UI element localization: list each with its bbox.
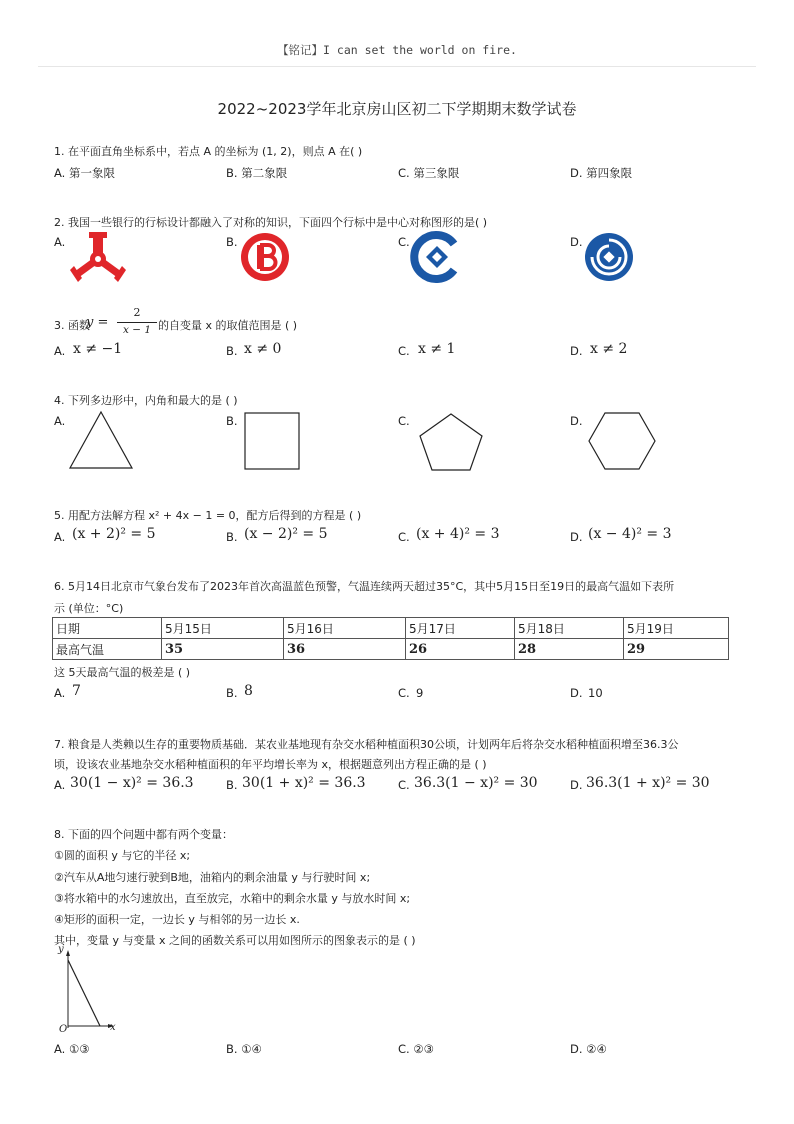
table-cell: 29 [624,639,729,660]
q2-stem: 2. 我国一些银行的行标设计都融入了对称的知识，下面四个行标中是中心对称图形的是( ) [54,216,488,229]
q5-option-c-expr[interactable]: (x + 4)² = 3 [416,526,500,542]
q5-label-d[interactable]: D. [570,530,583,544]
q3-fraction-bar [117,322,157,323]
q6-label-a[interactable]: A. [54,686,66,700]
q4-label-a[interactable]: A. [54,414,66,428]
table-row [53,639,729,660]
q8-item-2: ②汽车从A地匀速行驶到B地，油箱内的剩余油量 y 与行驶时间 x; [54,871,371,884]
q3-label-a[interactable]: A. [54,344,66,358]
q8-option-a[interactable]: A. ①③ [54,1042,90,1056]
page-header: 【铭记】I can set the world on fire. [277,43,517,57]
bank-logo-a-icon[interactable] [70,232,126,282]
table-cell: 26 [406,639,515,660]
q8-option-b[interactable]: B. ①④ [226,1042,262,1056]
table-cell: 日期 [53,618,162,639]
q2-label-c[interactable]: C. [398,235,410,249]
bank-logo-d-icon[interactable] [584,232,634,282]
q5-option-b-expr[interactable]: (x − 2)² = 5 [244,526,328,542]
q4-label-d[interactable]: D. [570,414,583,428]
q5-stem: 5. 用配方法解方程 x² + 4x − 1 = 0，配方后得到的方程是 ( ) [54,509,362,522]
q7-option-b-expr[interactable]: 30(1 + x)² = 36.3 [242,775,366,791]
table-cell: 36 [284,639,406,660]
q7-label-c[interactable]: C. [398,778,410,792]
q3-option-c-expr[interactable]: x ≠ 1 [418,341,456,357]
q8-graph-x-label: x [110,1022,116,1033]
q5-option-d-expr[interactable]: (x − 4)² = 3 [588,526,672,542]
temperature-table [52,617,729,660]
q1-option-c[interactable]: C. 第三象限 [398,166,460,180]
table-cell: 5月16日 [284,618,406,639]
triangle-shape-icon[interactable] [68,410,134,470]
q7-option-a-expr[interactable]: 30(1 − x)² = 36.3 [70,775,194,791]
q6-label-c[interactable]: C. [398,686,410,700]
table-cell: 5月17日 [406,618,515,639]
bank-logo-b-icon[interactable] [240,232,290,282]
header-divider [38,66,756,67]
q1-stem: 1. 在平面直角坐标系中，若点 A 的坐标为 (1, 2)，则点 A 在( ) [54,145,363,158]
q2-label-b[interactable]: B. [226,235,238,249]
hexagon-shape-icon[interactable] [588,412,656,470]
q3-label-d[interactable]: D. [570,344,583,358]
table-cell: 5月19日 [624,618,729,639]
q1-option-d[interactable]: D. 第四象限 [570,166,633,180]
q3-label-c[interactable]: C. [398,344,410,358]
q6-option-a-value[interactable]: 7 [72,683,81,699]
exam-title: 2022~2023学年北京房山区初二下学期期末数学试卷 [217,100,577,118]
table-cell: 35 [162,639,284,660]
q8-item-4: ④矩形的面积一定，一边长 y 与相邻的另一边长 x. [54,913,300,926]
q5-label-a[interactable]: A. [54,530,66,544]
q8-item-3: ③将水箱中的水匀速放出，直至放完，水箱中的剩余水量 y 与放水时间 x; [54,892,411,905]
q4-label-b[interactable]: B. [226,414,238,428]
q4-label-c[interactable]: C. [398,414,410,428]
q7-option-c-expr[interactable]: 36.3(1 − x)² = 30 [414,775,538,791]
q6-option-c-value[interactable]: 9 [416,686,424,700]
q1-option-a[interactable]: A. 第一象限 [54,166,115,180]
q6-option-b-value[interactable]: 8 [244,683,253,699]
table-row [53,618,729,639]
q8-item-1: ①圆的面积 y 与它的半径 x; [54,849,191,862]
table-cell: 最高气温 [53,639,162,660]
q6-stem-line2: 示 (单位：°C) [54,602,124,615]
q3-option-a-expr[interactable]: x ≠ −1 [73,341,123,357]
q8-graph-origin: O [59,1024,68,1035]
q8-stem: 8. 下面的四个问题中都有两个变量： [54,828,233,841]
q5-option-a-expr[interactable]: (x + 2)² = 5 [72,526,156,542]
q3-fraction-numerator: 2 [133,306,141,319]
q3-stem-suffix: 的自变量 x 的取值范围是 ( ) [158,319,298,332]
q6-label-b[interactable]: B. [226,686,238,700]
table-cell: 28 [515,639,624,660]
q7-stem-line1: 7. 粮食是人类赖以生存的重要物质基础．某农业基地现有杂交水稻种植面积30公顷，计划两年后将杂交水稻种植面积增至36.3公 [54,738,679,751]
q8-option-c[interactable]: C. ②③ [398,1042,434,1056]
bank-logo-c-icon[interactable] [412,232,462,282]
q3-option-b-expr[interactable]: x ≠ 0 [244,341,282,357]
q3-stem-prefix: 3. 函数 [54,319,90,332]
q2-label-d[interactable]: D. [570,235,583,249]
q6-label-d[interactable]: D. [570,686,583,700]
square-shape-icon[interactable] [244,412,300,470]
q7-label-d[interactable]: D. [570,778,583,792]
q5-label-c[interactable]: C. [398,530,410,544]
q6-stem-line1: 6. 5月14日北京市气象台发布了2023年首次高温蓝色预警，气温连续两天超过35°C，其中5月15日至19日的最高气温如下表所 [54,580,675,593]
q1-option-b[interactable]: B. 第二象限 [226,166,288,180]
q7-stem-line2: 顷，设该农业基地杂交水稻种植面积的年平均增长率为 x，根据题意列出方程正确的是 ( ) [54,758,487,771]
q7-label-a[interactable]: A. [54,778,66,792]
q7-label-b[interactable]: B. [226,778,238,792]
q7-option-d-expr[interactable]: 36.3(1 + x)² = 30 [586,775,710,791]
q8-option-d[interactable]: D. ②④ [570,1042,607,1056]
q3-y-equals: y = [86,315,109,330]
q3-option-d-expr[interactable]: x ≠ 2 [590,341,628,357]
q3-fraction-denominator: x − 1 [122,324,152,336]
q8-graph-y-label: y [58,944,64,955]
q5-label-b[interactable]: B. [226,530,238,544]
q3-label-b[interactable]: B. [226,344,238,358]
table-cell: 5月18日 [515,618,624,639]
pentagon-shape-icon[interactable] [418,412,484,472]
q2-label-a[interactable]: A. [54,235,66,249]
table-cell: 5月15日 [162,618,284,639]
q6-question: 这 5天最高气温的极差是 ( ) [54,666,191,679]
q6-option-d-value[interactable]: 10 [588,686,603,700]
q8-question: 其中，变量 y 与变量 x 之间的函数关系可以用如图所示的图象表示的是 ( ) [54,934,416,947]
q4-stem: 4. 下列多边形中，内角和最大的是 ( ) [54,394,238,407]
